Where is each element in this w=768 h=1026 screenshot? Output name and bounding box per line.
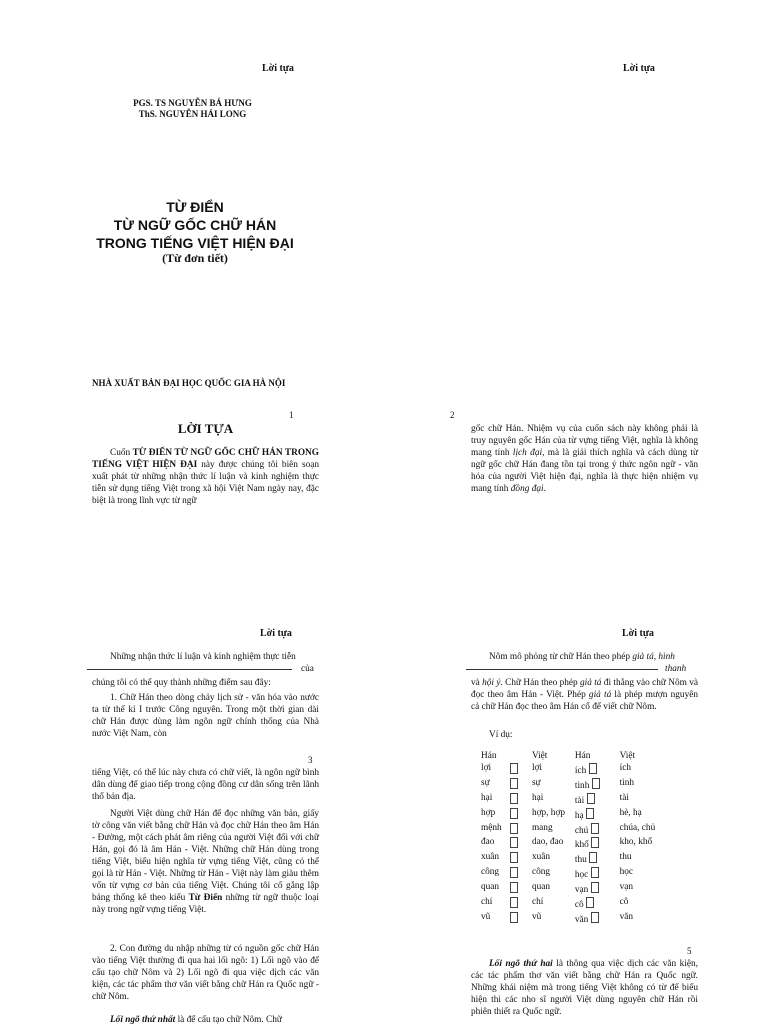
han-word: văn [574,914,589,925]
han-character-glyph [510,778,518,789]
viet-word: hè, hạ [619,807,642,818]
example-label: Ví dụ: [489,730,513,740]
viet-word: vũ [531,911,542,922]
table-row [481,852,768,867]
para-last: Lối ngõ thứ nhất là để cấu tạo chữ Nôm. Chữ [110,1015,282,1025]
han-word: học [574,869,589,880]
viet-word: dao, đao [531,837,564,847]
page-header: Lời tựa [262,63,294,74]
intro-paragraph: Cuốn TỪ ĐIỂN TỪ NGỮ GỐC CHỮ HÁN TRONG TIẾNG VIỆT HIỆN ĐẠI này được chúng tôi biên soạn xuất phát từ những nhận thức lí luận và kinh nghiệm thực tiễn sử dụng tiếng Việt trong xã hội Việt Nam ngày nay, đặc biệt là trong lĩnh vực từ ngữ [92,448,319,506]
han-character-glyph [589,763,597,774]
table-row [481,763,768,778]
viet-word: lợi [531,762,543,773]
han-character-glyph [587,793,595,804]
divider [466,669,658,670]
han-character-glyph [586,808,594,819]
book-subtitle: (Từ đơn tiết) [162,251,228,265]
han-word: hạ [574,810,584,821]
han-word: ích [574,765,587,776]
han-character-glyph [510,852,518,863]
para1-top: Những nhận thức lí luận và kinh nghiệm thực tiễn [110,652,296,662]
point-2: 2. Con đường du nhập những từ có nguồn gốc chữ Hán vào tiếng Việt thường đi qua hai lối ngõ: 1) Lối ngõ vào để cấu tạo chữ Nôm và 2) Lối ngõ đi qua việc dịch các văn kiện, các tác phẩm thơ văn viết bằng chữ Hán ra Quốc ngữ - chữ Nôm. [92,944,319,1002]
viet-word: xuân [531,851,551,862]
han-character-glyph [591,837,599,848]
viet-word: chí [531,896,544,907]
title-line-3: TRONG TIẾNG VIỆT HIỆN ĐẠI [96,235,294,251]
page-number: 1 [289,410,294,420]
han-character-glyph [589,852,597,863]
page-number: 2 [450,410,455,420]
han-character-glyph [591,823,599,834]
han-character-glyph [510,837,518,848]
han-character-glyph [510,823,518,834]
han-word: sự [481,777,490,788]
divider [87,669,292,670]
viet-word: kho, khổ [619,837,653,847]
han-character-glyph [591,912,599,923]
han-character-glyph [586,897,594,908]
han-word: công [481,866,500,877]
para1-right: của [301,664,314,674]
page4-top-text: Nôm mô phỏng từ chữ Hán theo phép giả tá, hình [489,652,675,662]
table-row [481,808,768,823]
viet-word: cô [619,896,629,907]
page-header: Lời tựa [260,628,292,639]
han-word: mệnh [481,822,502,833]
han-word: vạn [574,884,589,895]
han-character-glyph [510,882,518,893]
publisher: NHÀ XUẤT BẢN ĐẠI HỌC QUỐC GIA HÀ NỘI [92,378,286,388]
header-viet: Việt [531,751,548,761]
han-word: khổ [574,840,589,850]
viet-word: văn [619,911,634,922]
table-row [481,867,768,882]
han-word: vũ [481,911,491,922]
han-word: đao [481,837,495,847]
page4-paragraph: và hội ý. Chữ Hán theo phép giả tá đi thẳng vào chữ Nôm và đọc theo âm Hán - Việt. Phép giả tá là phép mượn nguyên cả chữ Hán đọc theo âm Hán cổ để viết chữ Nôm. [471,678,699,712]
han-word: hợp [481,807,496,818]
page-header: Lời tựa [622,628,654,639]
header-han: Hán [481,751,497,761]
viet-word: hại [531,792,544,803]
top-right-word: thanh [665,664,687,674]
book-title [70,198,320,252]
page-header: Lời tựa [623,63,655,74]
viet-word: tài [619,792,629,803]
viet-word: hợp, hợp [531,807,566,818]
table-row [481,793,768,808]
viet-word: vạn [619,881,634,892]
author-1: PGS. TS NGUYỄN BÁ HƯNG [133,98,252,108]
han-word: hại [481,792,493,803]
table-row [481,778,768,793]
viet-word: quan [531,881,551,892]
han-word: cô [574,899,584,910]
authors [110,98,275,120]
viet-word: thu [619,851,632,862]
han-word: chí [481,896,493,907]
viet-word: sự [531,777,541,788]
para-2: Người Việt dùng chữ Hán để đọc những văn bản, giấy tờ công văn viết bằng chữ Hán và đọc chữ Hán theo âm Hán - Đường, một cách phát âm riêng của người Việt đối với chữ Hán, gọi đó là âm Hán - Việt. Những chữ Hán dùng trong tiếng Việt, biểu hiện nghĩa từ vựng tiếng Việt, cũng có thể gọi là từ Hán - Việt. Những từ Hán - Việt này làm giàu thêm vốn từ vựng cơ bản của tiếng Việt. Chúng tôi cố gắng lập bảng thống kê theo kiểu Từ Điển những từ ngữ thuộc loại này trong ngữ vựng tiếng Việt. [92,809,319,915]
header-viet: Việt [619,751,636,761]
title-line-2: TỪ NGỮ GỐC CHỮ HÁN [113,217,277,233]
title-line-1: TỪ ĐIỂN [166,199,224,215]
table-header-row [481,751,768,763]
viet-word: ích [619,762,631,773]
header-han: Hán [574,751,591,761]
viet-word: công [531,866,551,877]
viet-word: chúa, chủ [619,822,656,833]
page2-paragraph: gốc chữ Hán. Nhiệm vụ của cuốn sách này không phải là truy nguyên gốc Hán của từ vựng tiếng Việt, nghĩa là không mang tính lịch đại, mà là giải thích nghĩa và cách dùng từ ngữ gốc chữ Hán đang tồn tại trong ý thức ngôn ngữ - văn hóa của người Việt hiện đại, nghĩa là thực hiện nhiệm vụ mang tính đồng đại. [471,424,698,494]
han-word: thu [574,854,587,865]
han-character-glyph [592,778,600,789]
para1-rest: chúng tôi có thể quy thành những điểm sau đây: [92,678,271,688]
han-character-glyph [510,763,518,774]
book-name-bold: TỪ ĐIỂN TỪ NGỮ GỐC CHỮ HÁN TRONG TIẾNG VIỆT HIỆN ĐẠI [92,448,319,470]
example-table [481,751,768,927]
han-word: tình [574,780,590,791]
han-character-glyph [510,793,518,804]
continuation: tiếng Việt, có thể lúc này chưa có chữ viết, là ngôn ngữ bình dân dùng để giao tiếp trong cộng đồng cư dân sống trên lãnh thổ bản địa. [92,768,319,802]
table-row [481,897,768,912]
page-number: 5 [687,946,692,956]
viet-word: học [619,866,634,877]
han-character-glyph [591,867,599,878]
han-word: xuân [481,851,500,862]
han-word: quan [481,881,500,892]
han-character-glyph [510,897,518,908]
viet-word: tình [619,777,635,788]
han-character-glyph [510,912,518,923]
han-word: lợi [481,762,492,773]
han-word: tài [574,795,585,806]
han-character-glyph [510,867,518,878]
viet-word: mang [531,822,553,833]
table-row [481,882,768,897]
han-character-glyph [510,808,518,819]
han-character-glyph [591,882,599,893]
han-word: chú [574,825,589,836]
table-row [481,823,768,838]
page-number: 3 [308,755,313,765]
point-1: 1. Chữ Hán theo dòng chảy lịch sử - văn hóa vào nước ta từ thế kỉ I trước Công nguyên. Trong một thời gian dài chữ Hán được dùng làm ngôn ngữ chính thống của Nhà nước Việt Nam, còn [92,693,319,739]
table-row [481,837,768,852]
page4-last-paragraph: Lối ngõ thứ hai là thông qua việc dịch các văn kiện, các tác phẩm thơ văn viết bằng chữ Hán ra Quốc ngữ. Những khái niệm mà trong tiếng Việt không có từ để biểu hiện thì các nho sĩ người Việt dùng nguyên chữ Hán rồi phiên thiết ra Quốc ngữ. [471,959,698,1017]
section-title: LỜI TỰA [177,421,234,436]
author-2: ThS. NGUYỄN HẢI LONG [138,109,247,119]
table-row [481,912,768,927]
